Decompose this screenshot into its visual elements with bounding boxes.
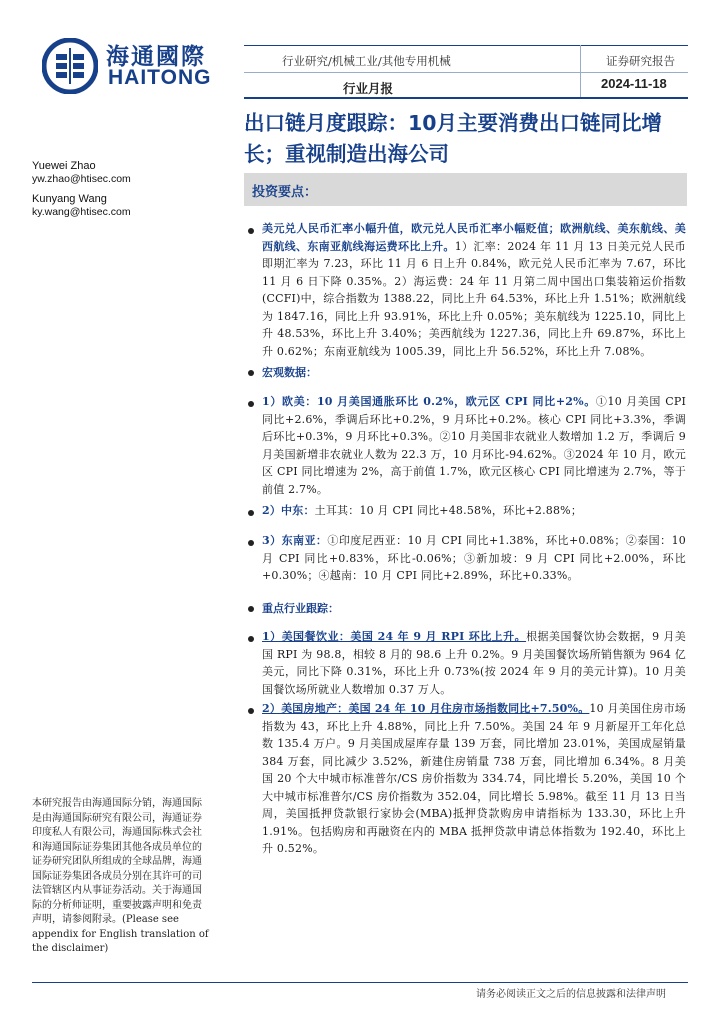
bullet-icon (248, 370, 254, 376)
header-rule-bottom (244, 97, 688, 99)
report-tag: 证券研究报告 (606, 54, 675, 68)
header-rule-middle (244, 72, 688, 73)
disclaimer-text: 本研究报告由海通国际分销，海通国际是由海通国际研究有限公司，海通证券印度私人有限公司，海通国际株式会社和海通国际证券集团其他各成员单位的证券研究团队所组成的全球品牌，海通国际证券集团各成员分别在其许可的司法管辖区内从事证券活动。关于海通国际的分析师证明，重要披露声明和免责声明，请参阅附录。(Please see appendix for English translation of the disclaimer) (32, 798, 209, 954)
header-divider-vertical (580, 45, 581, 97)
industry-restaurant-body: 根据美国餐饮协会数据，9 月美国 RPI 为 98.8，相较 8 月的 98.6 上升 0.2%。9 月美国餐饮场所销售额为 964 亿美元，同比下降 0.31%，环比上升 0.73%(按 2024 年 9 月的美元计算)。10 月美国餐饮场所就业人数增加 0.37 万人。 (262, 630, 687, 696)
macro-middle-east-paragraph (262, 502, 686, 520)
bullet-icon (248, 606, 254, 612)
fx-lead: 美元兑人民币汇率小幅升值，欧元兑人民币汇率小幅贬值；欧洲航线、美东航线、美西航线、东南亚航线海运费环比上升。 (262, 222, 686, 253)
report-type: 行业月报 (343, 81, 394, 96)
bullet-icon (248, 636, 254, 642)
logo-english-name: HAITONG (108, 66, 212, 89)
industry-real-estate-paragraph (262, 700, 686, 858)
header-rule-top (244, 45, 688, 46)
bullet-icon (248, 708, 254, 714)
fx-freight-paragraph (262, 220, 686, 360)
macro-europe-us-body: ①10 月美国 CPI 同比+2.6%，季调后环比+0.2%，9 月环比+0.2%。核心 CPI 同比+3.3%，季调后环比+0.3%，9 月环比+0.3%。②10 月美国非农就业人数增加 1.2 万，季调后 9 月美国新增非农就业人数为 22.3 万，10 月环比-94.62%。③2024 年 10 月，欧元区 CPI 同比增速为 2%，高于前值 1.7%，欧元区核心 CPI 同比增速为 2.7%，等于前值 2.7%。 (262, 395, 686, 496)
bullet-icon (248, 401, 254, 407)
analyst-email[interactable]: yw.zhao@htisec.com (32, 173, 131, 185)
macro-section-title: 宏观数据： (262, 366, 317, 379)
bullet-icon (248, 510, 254, 516)
macro-southeast-asia-body: ①印度尼西亚：10 月 CPI 同比+1.38%，环比+0.08%；②泰国：10 月 CPI 同比+0.83%，环比-0.06%；③新加坡：9 月 CPI 同比+2.00%，环比+0.30%；④越南：10 月 CPI 同比+2.89%，环比+0.33%。 (262, 534, 686, 582)
macro-middle-east-lead: 2）中东： (262, 504, 315, 517)
industry-restaurant-lead: 1）美国餐饮业：美国 24 年 9 月 RPI 环比上升。 (262, 630, 527, 643)
fx-body: 1）汇率：2024 年 11 月 13 日美元兑人民币即期汇率为 7.23，环比 11 月 6 日上升 0.84%，欧元兑人民币汇率为 7.67，环比 11 月 6 日下降 0.35%。2）海运费：24 年 11 月第二周中国出口集装箱运价指数(CCFI)中，综合指数为 1388.22，同比上升 64.53%，环比上升 1.51%；欧洲航线为 1847.16，同比上升 93.91%，环比上升 0.05%；美东航线为 1225.10，同比上升 48.53%，环比上升 3.40%；美西航线为 1227.36，同比上升 69.87%，环比上升 0.62%；东南亚航线为 1005.39，同比上升 56.52%，环比上升 7.08%。 (262, 239, 686, 358)
bullet-icon (248, 540, 254, 546)
bullet-icon (248, 228, 254, 234)
analyst-name: Kunyang Wang (32, 193, 107, 205)
footer-rule (32, 982, 688, 983)
macro-southeast-asia-lead: 3）东南亚： (262, 534, 328, 547)
logo-chinese-name: 海通國際 (106, 44, 206, 70)
report-date: 2024-11-18 (601, 76, 667, 91)
industry-section-title: 重点行业跟踪： (262, 602, 339, 615)
macro-southeast-asia-paragraph (262, 532, 686, 585)
macro-europe-us-paragraph (262, 393, 686, 498)
report-title: 出口链月度跟踪：10月主要消费出口链同比增长；重视制造出海公司 (244, 111, 663, 166)
macro-europe-us-lead: 1）欧美：10 月美国通胀环比 0.2%，欧元区 CPI 同比+2%。 (262, 395, 596, 408)
investment-highlights-header (244, 173, 687, 206)
analyst-name: Yuewei Zhao (32, 160, 96, 172)
macro-middle-east-body: 土耳其：10 月 CPI 同比+48.58%，环比+2.88%； (314, 504, 583, 517)
industry-real-estate-lead: 2）美国房地产：美国 24 年 10 月住房市场指数同比+7.50%。 (262, 702, 590, 715)
haitong-logo-icon (42, 38, 98, 94)
footer-notice: 请务必阅读正文之后的信息披露和法律声明 (476, 989, 666, 1000)
industry-restaurant-paragraph (262, 628, 686, 698)
report-category: 行业研究/机械工业/其他专用机械 (282, 54, 451, 68)
section-title: 投资要点： (252, 185, 318, 200)
analyst-email[interactable]: ky.wang@htisec.com (32, 206, 131, 218)
industry-real-estate-body: 10 月美国住房市场指数为 43，环比上升 4.88%，同比上升 7.50%。美国 24 年 9 月新屋开工年化总数 135.4 万户。9 月美国成屋库存量 139 万套，同比增加 23.01%，美国成屋销量 384 万套，同比减少 3.52%，新建住房销量 738 万套，同比增加 6.34%。8 月美国 20 个大中城市标准普尔/CS 房价指数为 334.74，同比增长 5.20%，美国 10 个大中城市标准普尔/CS 房价指数为 352.04，同比增长 5.98%。截至 11 月 13 日当周，美国抵押贷款银行家协会(MBA)抵押贷款购房申请指标为 133.30，环比上升 1.91%。包括购房和再融资在内的 MBA 抵押贷款申请总体指数为 192.40，环比上升 0.52%。 (262, 702, 686, 855)
